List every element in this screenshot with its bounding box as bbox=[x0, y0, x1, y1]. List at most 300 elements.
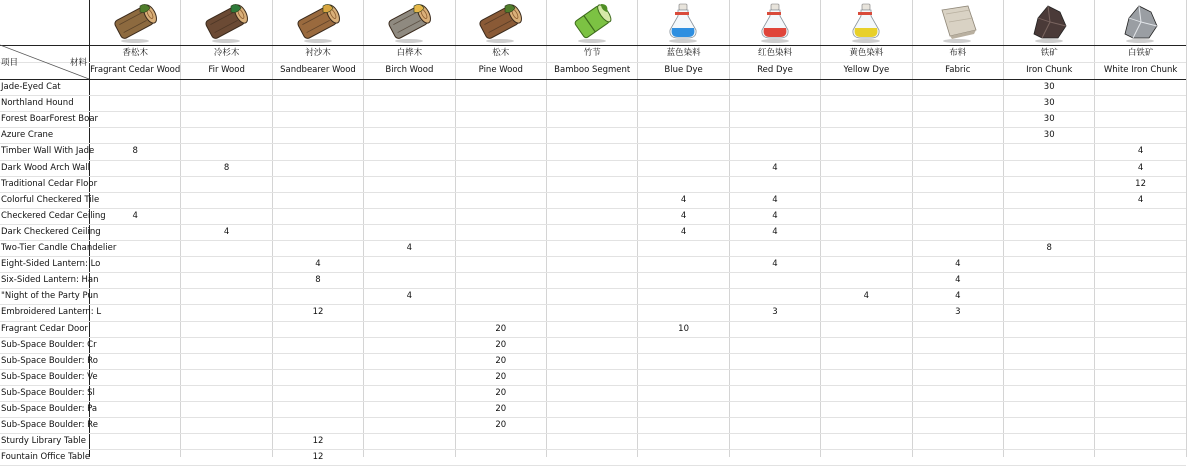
table-cell[interactable] bbox=[913, 369, 1003, 385]
table-cell[interactable]: 10 bbox=[678, 323, 689, 334]
table-cell[interactable] bbox=[273, 417, 363, 433]
table-cell[interactable] bbox=[181, 95, 271, 111]
table-cell[interactable]: 20 bbox=[495, 387, 507, 398]
table-cell[interactable] bbox=[730, 449, 820, 457]
table-cell[interactable] bbox=[273, 176, 363, 192]
table-cell[interactable]: 4 bbox=[406, 243, 413, 253]
table-cell[interactable] bbox=[821, 417, 911, 433]
table-cell[interactable] bbox=[273, 288, 363, 304]
table-cell[interactable] bbox=[90, 95, 180, 111]
table-cell[interactable] bbox=[821, 208, 911, 224]
table-cell[interactable] bbox=[1004, 385, 1094, 401]
table-cell[interactable] bbox=[181, 433, 271, 449]
table-cell[interactable] bbox=[90, 401, 180, 417]
table-cell[interactable] bbox=[273, 321, 363, 337]
table-cell[interactable] bbox=[638, 256, 728, 272]
table-cell[interactable]: 4 bbox=[955, 291, 961, 302]
row-label[interactable]: Dark Checkered Ceiling bbox=[1, 226, 101, 237]
table-cell[interactable] bbox=[913, 321, 1003, 337]
table-cell[interactable] bbox=[547, 127, 637, 143]
row-label[interactable]: Dark Wood Arch Wall bbox=[1, 162, 90, 173]
table-cell[interactable] bbox=[364, 337, 454, 353]
table-cell[interactable] bbox=[638, 95, 728, 111]
table-cell[interactable] bbox=[730, 176, 820, 192]
table-cell[interactable] bbox=[90, 304, 180, 320]
table-cell[interactable] bbox=[364, 79, 454, 95]
table-cell[interactable]: 8 bbox=[132, 146, 138, 157]
table-cell[interactable] bbox=[181, 321, 271, 337]
table-cell[interactable] bbox=[273, 224, 363, 240]
table-cell[interactable] bbox=[364, 208, 454, 224]
table-cell[interactable] bbox=[547, 176, 637, 192]
table-cell[interactable]: 4 bbox=[772, 194, 778, 205]
row-label[interactable]: Embroidered Lantern: L bbox=[1, 307, 102, 318]
table-cell[interactable] bbox=[913, 337, 1003, 353]
table-cell[interactable] bbox=[1095, 353, 1185, 369]
table-cell[interactable] bbox=[547, 385, 637, 401]
table-cell[interactable] bbox=[730, 95, 820, 111]
table-cell[interactable] bbox=[547, 79, 637, 95]
row-label[interactable]: Fragrant Cedar Door bbox=[1, 323, 88, 334]
table-cell[interactable] bbox=[638, 433, 728, 449]
table-cell[interactable] bbox=[1095, 256, 1185, 272]
table-cell[interactable] bbox=[547, 304, 637, 320]
row-label[interactable]: Colorful Checkered Tile bbox=[1, 194, 100, 205]
row-label[interactable]: Forest BoarForest Boar bbox=[1, 114, 99, 125]
table-cell[interactable] bbox=[1004, 256, 1094, 272]
table-cell[interactable] bbox=[1004, 208, 1094, 224]
table-cell[interactable] bbox=[913, 449, 1003, 457]
row-label[interactable]: Sturdy Library Table bbox=[1, 436, 86, 447]
table-cell[interactable] bbox=[181, 417, 271, 433]
table-cell[interactable] bbox=[181, 449, 271, 457]
row-label[interactable]: Sub-Space Boulder: Ve bbox=[1, 371, 98, 382]
table-cell[interactable] bbox=[1095, 288, 1185, 304]
table-cell[interactable] bbox=[638, 353, 728, 369]
table-cell[interactable] bbox=[273, 369, 363, 385]
table-cell[interactable] bbox=[638, 240, 728, 256]
row-label[interactable]: Two-Tier Candle Chandelier bbox=[1, 243, 117, 253]
table-cell[interactable]: 30 bbox=[1043, 130, 1055, 141]
table-cell[interactable] bbox=[730, 272, 820, 288]
row-label[interactable]: Sub-Space Boulder: Sl bbox=[1, 387, 95, 398]
table-cell[interactable] bbox=[364, 111, 454, 127]
table-cell[interactable] bbox=[730, 288, 820, 304]
table-cell[interactable] bbox=[730, 111, 820, 127]
table-cell[interactable] bbox=[181, 385, 271, 401]
table-cell[interactable] bbox=[821, 353, 911, 369]
table-cell[interactable]: 4 bbox=[315, 259, 321, 270]
row-label[interactable]: Traditional Cedar Floor bbox=[1, 178, 98, 189]
table-cell[interactable]: 4 bbox=[680, 194, 687, 205]
table-cell[interactable] bbox=[364, 417, 454, 433]
table-cell[interactable]: 4 bbox=[132, 210, 138, 221]
table-cell[interactable] bbox=[821, 321, 911, 337]
table-cell[interactable]: 4 bbox=[1137, 146, 1144, 157]
table-cell[interactable] bbox=[913, 224, 1003, 240]
table-cell[interactable]: 4 bbox=[680, 226, 687, 237]
table-cell[interactable] bbox=[638, 127, 728, 143]
table-cell[interactable] bbox=[821, 256, 911, 272]
table-cell[interactable]: 20 bbox=[495, 323, 507, 334]
table-cell[interactable] bbox=[456, 95, 546, 111]
table-cell[interactable] bbox=[1004, 353, 1094, 369]
table-cell[interactable] bbox=[638, 304, 728, 320]
table-cell[interactable] bbox=[547, 417, 637, 433]
table-cell[interactable] bbox=[364, 176, 454, 192]
table-cell[interactable] bbox=[638, 288, 728, 304]
table-cell[interactable] bbox=[181, 208, 271, 224]
row-label[interactable]: Azure Crane bbox=[1, 130, 54, 141]
table-cell[interactable] bbox=[364, 433, 454, 449]
table-cell[interactable]: 12 bbox=[312, 436, 324, 447]
table-cell[interactable] bbox=[90, 272, 180, 288]
table-cell[interactable] bbox=[913, 401, 1003, 417]
table-cell[interactable] bbox=[456, 224, 546, 240]
table-cell[interactable] bbox=[913, 176, 1003, 192]
table-cell[interactable] bbox=[456, 192, 546, 208]
table-cell[interactable] bbox=[181, 401, 271, 417]
table-cell[interactable] bbox=[90, 160, 180, 176]
table-cell[interactable] bbox=[547, 272, 637, 288]
table-cell[interactable] bbox=[273, 95, 363, 111]
table-cell[interactable] bbox=[1004, 288, 1094, 304]
table-cell[interactable] bbox=[821, 385, 911, 401]
table-cell[interactable] bbox=[90, 417, 180, 433]
table-cell[interactable]: 4 bbox=[772, 162, 778, 173]
table-cell[interactable]: 3 bbox=[955, 307, 961, 318]
table-cell[interactable] bbox=[181, 304, 271, 320]
table-cell[interactable] bbox=[1004, 224, 1094, 240]
table-cell[interactable]: 30 bbox=[1043, 114, 1055, 125]
table-cell[interactable] bbox=[730, 127, 820, 143]
table-cell[interactable]: 30 bbox=[1043, 98, 1055, 109]
table-cell[interactable]: 20 bbox=[495, 339, 507, 350]
table-cell[interactable] bbox=[364, 95, 454, 111]
table-cell[interactable] bbox=[547, 337, 637, 353]
row-label[interactable]: Eight-Sided Lantern: Lo bbox=[1, 259, 101, 270]
table-cell[interactable] bbox=[638, 449, 728, 457]
table-cell[interactable] bbox=[181, 256, 271, 272]
table-cell[interactable] bbox=[90, 369, 180, 385]
table-cell[interactable] bbox=[547, 240, 637, 256]
table-cell[interactable] bbox=[730, 321, 820, 337]
table-cell[interactable] bbox=[821, 127, 911, 143]
row-label[interactable]: Jade-Eyed Cat bbox=[1, 82, 61, 92]
table-cell[interactable] bbox=[547, 111, 637, 127]
table-cell[interactable] bbox=[638, 369, 728, 385]
table-cell[interactable] bbox=[456, 160, 546, 176]
table-cell[interactable] bbox=[547, 401, 637, 417]
table-cell[interactable] bbox=[547, 353, 637, 369]
row-label[interactable]: Sub-Space Boulder: Pa bbox=[1, 404, 98, 414]
table-cell[interactable] bbox=[547, 208, 637, 224]
table-cell[interactable] bbox=[456, 256, 546, 272]
row-label[interactable]: Sub-Space Boulder: Cr bbox=[1, 339, 97, 350]
table-cell[interactable]: 4 bbox=[406, 291, 413, 302]
table-cell[interactable] bbox=[1095, 321, 1185, 337]
table-cell[interactable] bbox=[456, 304, 546, 320]
table-cell[interactable] bbox=[90, 288, 180, 304]
table-cell[interactable] bbox=[547, 288, 637, 304]
table-cell[interactable] bbox=[456, 433, 546, 449]
table-cell[interactable] bbox=[456, 143, 546, 159]
table-cell[interactable] bbox=[638, 385, 728, 401]
table-cell[interactable] bbox=[364, 127, 454, 143]
table-cell[interactable] bbox=[273, 240, 363, 256]
table-cell[interactable] bbox=[273, 192, 363, 208]
table-cell[interactable] bbox=[913, 433, 1003, 449]
table-cell[interactable] bbox=[364, 143, 454, 159]
table-cell[interactable] bbox=[181, 79, 271, 95]
table-cell[interactable] bbox=[456, 240, 546, 256]
table-cell[interactable]: 12 bbox=[312, 452, 324, 463]
table-cell[interactable] bbox=[1095, 111, 1185, 127]
table-cell[interactable] bbox=[1004, 401, 1094, 417]
table-cell[interactable] bbox=[821, 79, 911, 95]
table-cell[interactable] bbox=[730, 79, 820, 95]
table-cell[interactable] bbox=[364, 256, 454, 272]
table-cell[interactable] bbox=[181, 337, 271, 353]
table-cell[interactable] bbox=[1095, 208, 1185, 224]
table-cell[interactable] bbox=[821, 111, 911, 127]
table-cell[interactable]: 4 bbox=[1137, 194, 1144, 205]
table-cell[interactable] bbox=[730, 143, 820, 159]
table-cell[interactable] bbox=[364, 224, 454, 240]
table-cell[interactable] bbox=[273, 160, 363, 176]
table-cell[interactable] bbox=[821, 95, 911, 111]
table-cell[interactable] bbox=[638, 176, 728, 192]
table-cell[interactable] bbox=[913, 385, 1003, 401]
table-cell[interactable] bbox=[547, 143, 637, 159]
table-cell[interactable] bbox=[1095, 433, 1185, 449]
table-cell[interactable]: 3 bbox=[772, 307, 778, 318]
table-cell[interactable] bbox=[1095, 369, 1185, 385]
table-cell[interactable] bbox=[456, 449, 546, 457]
table-cell[interactable] bbox=[1095, 224, 1185, 240]
table-cell[interactable] bbox=[181, 111, 271, 127]
table-cell[interactable] bbox=[1004, 321, 1094, 337]
table-cell[interactable] bbox=[273, 127, 363, 143]
table-cell[interactable] bbox=[364, 385, 454, 401]
table-cell[interactable] bbox=[181, 353, 271, 369]
table-cell[interactable] bbox=[1004, 369, 1094, 385]
table-cell[interactable] bbox=[1004, 160, 1094, 176]
table-cell[interactable] bbox=[273, 111, 363, 127]
table-cell[interactable] bbox=[456, 111, 546, 127]
table-cell[interactable] bbox=[364, 401, 454, 417]
table-cell[interactable] bbox=[821, 337, 911, 353]
table-cell[interactable]: 4 bbox=[223, 226, 230, 237]
table-cell[interactable] bbox=[913, 192, 1003, 208]
table-cell[interactable]: 4 bbox=[1137, 162, 1144, 173]
table-cell[interactable] bbox=[913, 417, 1003, 433]
row-label[interactable]: Checkered Cedar Ceiling bbox=[1, 210, 106, 221]
table-cell[interactable] bbox=[364, 369, 454, 385]
table-cell[interactable] bbox=[821, 401, 911, 417]
table-cell[interactable] bbox=[1095, 240, 1185, 256]
table-cell[interactable] bbox=[90, 79, 180, 95]
table-cell[interactable] bbox=[821, 192, 911, 208]
table-cell[interactable] bbox=[1095, 401, 1185, 417]
table-cell[interactable] bbox=[638, 79, 728, 95]
table-cell[interactable]: 12 bbox=[312, 307, 324, 318]
table-cell[interactable] bbox=[821, 240, 911, 256]
table-cell[interactable] bbox=[821, 224, 911, 240]
table-cell[interactable] bbox=[273, 385, 363, 401]
table-cell[interactable] bbox=[90, 176, 180, 192]
table-cell[interactable] bbox=[730, 353, 820, 369]
table-cell[interactable] bbox=[456, 127, 546, 143]
table-cell[interactable] bbox=[913, 208, 1003, 224]
table-cell[interactable] bbox=[913, 240, 1003, 256]
table-cell[interactable]: 4 bbox=[955, 259, 961, 270]
row-label[interactable]: Six-Sided Lantern: Han bbox=[1, 275, 99, 286]
table-cell[interactable] bbox=[730, 240, 820, 256]
table-cell[interactable] bbox=[364, 353, 454, 369]
table-cell[interactable] bbox=[364, 192, 454, 208]
table-cell[interactable]: 20 bbox=[495, 355, 507, 366]
table-cell[interactable]: 20 bbox=[495, 371, 507, 382]
table-cell[interactable] bbox=[547, 224, 637, 240]
table-cell[interactable] bbox=[456, 272, 546, 288]
table-cell[interactable] bbox=[638, 272, 728, 288]
table-cell[interactable] bbox=[821, 304, 911, 320]
table-cell[interactable] bbox=[456, 208, 546, 224]
table-cell[interactable]: 4 bbox=[772, 259, 778, 270]
table-cell[interactable] bbox=[1004, 192, 1094, 208]
table-cell[interactable] bbox=[1004, 272, 1094, 288]
table-cell[interactable] bbox=[913, 111, 1003, 127]
table-cell[interactable] bbox=[638, 143, 728, 159]
table-cell[interactable] bbox=[273, 79, 363, 95]
table-cell[interactable] bbox=[1004, 417, 1094, 433]
table-cell[interactable] bbox=[547, 449, 637, 457]
table-cell[interactable] bbox=[1095, 272, 1185, 288]
table-cell[interactable] bbox=[1004, 176, 1094, 192]
table-cell[interactable] bbox=[821, 176, 911, 192]
table-cell[interactable] bbox=[821, 143, 911, 159]
table-cell[interactable] bbox=[364, 321, 454, 337]
table-cell[interactable] bbox=[90, 433, 180, 449]
table-cell[interactable] bbox=[364, 160, 454, 176]
table-cell[interactable]: 8 bbox=[223, 162, 230, 173]
table-cell[interactable] bbox=[181, 288, 271, 304]
table-cell[interactable] bbox=[638, 401, 728, 417]
table-cell[interactable] bbox=[913, 95, 1003, 111]
table-cell[interactable] bbox=[638, 337, 728, 353]
table-cell[interactable] bbox=[90, 224, 180, 240]
table-cell[interactable]: 20 bbox=[495, 420, 507, 431]
table-cell[interactable] bbox=[1004, 304, 1094, 320]
table-cell[interactable] bbox=[181, 192, 271, 208]
row-label[interactable]: Sub-Space Boulder: Re bbox=[1, 420, 98, 431]
table-cell[interactable] bbox=[1004, 449, 1094, 457]
table-cell[interactable] bbox=[547, 95, 637, 111]
row-label[interactable]: Sub-Space Boulder: Ro bbox=[1, 355, 98, 366]
table-cell[interactable] bbox=[730, 401, 820, 417]
table-cell[interactable] bbox=[364, 449, 454, 457]
table-cell[interactable] bbox=[821, 160, 911, 176]
table-cell[interactable] bbox=[547, 192, 637, 208]
table-cell[interactable] bbox=[90, 127, 180, 143]
table-cell[interactable] bbox=[1004, 337, 1094, 353]
table-cell[interactable] bbox=[730, 369, 820, 385]
table-cell[interactable] bbox=[1095, 79, 1185, 95]
table-cell[interactable] bbox=[1095, 127, 1185, 143]
table-cell[interactable] bbox=[90, 111, 180, 127]
table-cell[interactable] bbox=[547, 433, 637, 449]
table-cell[interactable] bbox=[273, 208, 363, 224]
table-cell[interactable]: 12 bbox=[1135, 178, 1146, 189]
table-cell[interactable]: 4 bbox=[680, 210, 687, 221]
table-cell[interactable] bbox=[547, 256, 637, 272]
table-cell[interactable] bbox=[730, 417, 820, 433]
table-cell[interactable] bbox=[1095, 95, 1185, 111]
table-cell[interactable]: 20 bbox=[495, 404, 507, 414]
table-cell[interactable] bbox=[913, 160, 1003, 176]
table-cell[interactable] bbox=[821, 369, 911, 385]
table-cell[interactable] bbox=[90, 337, 180, 353]
row-label[interactable]: "Night of the Party Pun bbox=[1, 291, 99, 302]
table-cell[interactable] bbox=[456, 79, 546, 95]
table-cell[interactable] bbox=[90, 240, 180, 256]
table-cell[interactable] bbox=[181, 369, 271, 385]
table-cell[interactable]: 8 bbox=[315, 275, 321, 286]
table-cell[interactable] bbox=[273, 337, 363, 353]
table-cell[interactable] bbox=[273, 143, 363, 159]
table-cell[interactable] bbox=[1095, 449, 1185, 457]
table-cell[interactable] bbox=[181, 176, 271, 192]
table-cell[interactable] bbox=[638, 111, 728, 127]
table-cell[interactable] bbox=[547, 321, 637, 337]
table-cell[interactable] bbox=[730, 433, 820, 449]
row-label[interactable]: Northland Hound bbox=[1, 98, 74, 109]
table-cell[interactable] bbox=[730, 385, 820, 401]
table-cell[interactable] bbox=[90, 192, 180, 208]
table-cell[interactable] bbox=[90, 321, 180, 337]
table-cell[interactable] bbox=[821, 449, 911, 457]
table-cell[interactable] bbox=[913, 353, 1003, 369]
table-cell[interactable]: 4 bbox=[863, 291, 870, 302]
row-label[interactable]: Timber Wall With Jade bbox=[1, 146, 95, 157]
table-cell[interactable] bbox=[1095, 385, 1185, 401]
table-cell[interactable] bbox=[1095, 304, 1185, 320]
table-cell[interactable] bbox=[181, 143, 271, 159]
table-cell[interactable] bbox=[90, 385, 180, 401]
table-cell[interactable] bbox=[821, 272, 911, 288]
table-cell[interactable] bbox=[90, 256, 180, 272]
table-cell[interactable]: 4 bbox=[955, 275, 961, 286]
table-cell[interactable] bbox=[181, 272, 271, 288]
table-cell[interactable] bbox=[913, 79, 1003, 95]
table-cell[interactable] bbox=[913, 127, 1003, 143]
table-cell[interactable] bbox=[913, 143, 1003, 159]
table-cell[interactable] bbox=[638, 160, 728, 176]
table-cell[interactable]: 30 bbox=[1043, 82, 1055, 92]
table-cell[interactable] bbox=[181, 240, 271, 256]
row-label[interactable]: Fountain Office Table bbox=[1, 452, 91, 463]
table-cell[interactable] bbox=[456, 288, 546, 304]
table-cell[interactable] bbox=[364, 272, 454, 288]
table-cell[interactable] bbox=[273, 353, 363, 369]
table-cell[interactable] bbox=[273, 401, 363, 417]
table-cell[interactable] bbox=[1004, 433, 1094, 449]
table-cell[interactable] bbox=[90, 449, 180, 457]
table-cell[interactable] bbox=[181, 127, 271, 143]
table-cell[interactable]: 4 bbox=[772, 210, 778, 221]
table-cell[interactable]: 8 bbox=[1046, 243, 1052, 253]
